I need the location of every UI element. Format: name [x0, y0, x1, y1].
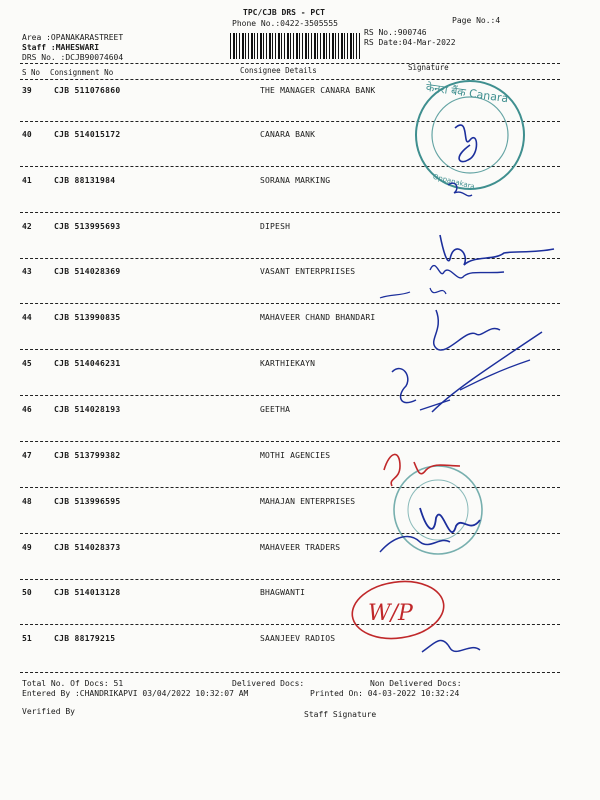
row-consignee: BHAGWANTI	[260, 588, 306, 597]
row-consignment: CJB 514013128	[54, 588, 121, 597]
row-sno: 45	[22, 359, 32, 368]
row-consignee: GEETHA	[260, 405, 291, 414]
row-sno: 40	[22, 130, 32, 139]
row-sno: 39	[22, 86, 32, 95]
bank-stamp-text: केनरा बैंक Canara	[425, 80, 510, 106]
page-number: Page No.:4	[452, 16, 501, 25]
staff-label: Staff :MAHESWARI	[22, 43, 100, 52]
row-consignment: CJB 88131984	[54, 176, 116, 185]
col-consignee: Consignee Details	[240, 66, 317, 75]
signature-mark	[380, 288, 446, 298]
row-consignment: CJB 514046231	[54, 359, 121, 368]
col-consignment: Consignment No	[50, 68, 114, 77]
row-sno: 49	[22, 543, 32, 552]
signature-mark	[384, 454, 460, 486]
seal-stamp	[394, 466, 482, 554]
rs-date: RS Date:04-Mar-2022	[364, 38, 456, 47]
rs-number: RS No.:900746	[364, 28, 427, 37]
row-sno: 51	[22, 634, 32, 643]
col-sno: S No	[22, 68, 41, 77]
row-consignee: MAHAVEER CHAND BHANDARI	[260, 313, 376, 322]
row-consignee: MAHAJAN ENTERPRISES	[260, 497, 356, 506]
phone-number: Phone No.:0422-3505555	[232, 19, 338, 28]
printed-on: Printed On: 04-03-2022 10:32:24	[310, 689, 460, 698]
bank-stamp-branch: Oppanakara	[432, 172, 476, 191]
row-sno: 50	[22, 588, 32, 597]
row-sno: 43	[22, 267, 32, 276]
wip-mark	[349, 576, 448, 644]
area-label: Area :OPANAKARASTREET	[22, 33, 124, 42]
verified-by: Verified By	[22, 707, 75, 716]
row-consignee: MOTHI AGENCIES	[260, 451, 331, 460]
row-consignee: KARTHIEKAYN	[260, 359, 316, 368]
row-consignee: SORANA MARKING	[260, 176, 331, 185]
row-sno: 47	[22, 451, 32, 460]
entered-by: Entered By :CHANDRIKAPVI 03/04/2022 10:32:07 AM	[22, 689, 249, 698]
row-consignee: CANARA BANK	[260, 130, 316, 139]
delivered-docs: Delivered Docs:	[232, 679, 305, 688]
doc-title: TPC/CJB DRS - PCT	[243, 8, 325, 17]
row-consignment: CJB 513995693	[54, 222, 121, 231]
row-sno: 42	[22, 222, 32, 231]
signature-mark	[380, 537, 450, 552]
row-sno: 46	[22, 405, 32, 414]
non-delivered-docs: Non Delivered Docs:	[370, 679, 462, 688]
row-sno: 41	[22, 176, 32, 185]
total-docs: Total No. Of Docs: 51	[22, 679, 124, 688]
signature-mark	[420, 360, 530, 410]
signature-mark	[392, 332, 542, 412]
signature-mark	[430, 266, 504, 278]
seal-stamp-inner	[408, 480, 468, 540]
row-consignee: VASANT ENTERPRIISES	[260, 267, 356, 276]
staff-signature-label: Staff Signature	[304, 710, 377, 719]
row-consignment: CJB 511076860	[54, 86, 121, 95]
row-consignee: DIPESH	[260, 222, 291, 231]
bank-stamp	[416, 81, 524, 191]
signature-mark	[420, 508, 480, 532]
wip-text: W/P	[368, 601, 413, 626]
row-consignee: MAHAVEER TRADERS	[260, 543, 341, 552]
row-consignment: CJB 514015172	[54, 130, 121, 139]
row-sno: 44	[22, 313, 32, 322]
row-consignee: SAANJEEV RADIOS	[260, 634, 336, 643]
row-consignment: CJB 514028369	[54, 267, 121, 276]
row-consignee: THE MANAGER CANARA BANK	[260, 86, 376, 95]
drs-number: DRS No. :DCJB90074604	[22, 53, 124, 62]
col-signature: Signature	[408, 63, 449, 72]
row-consignment: CJB 513990835	[54, 313, 121, 322]
signature-mark	[455, 125, 477, 162]
row-consignment: CJB 513996595	[54, 497, 121, 506]
row-consignment: CJB 513799382	[54, 451, 121, 460]
signature-mark	[422, 640, 480, 652]
row-consignment: CJB 514028193	[54, 405, 121, 414]
row-sno: 48	[22, 497, 32, 506]
row-consignment: CJB 514028373	[54, 543, 121, 552]
signature-mark	[434, 310, 500, 350]
signature-mark	[440, 235, 554, 265]
row-consignment: CJB 88179215	[54, 634, 116, 643]
